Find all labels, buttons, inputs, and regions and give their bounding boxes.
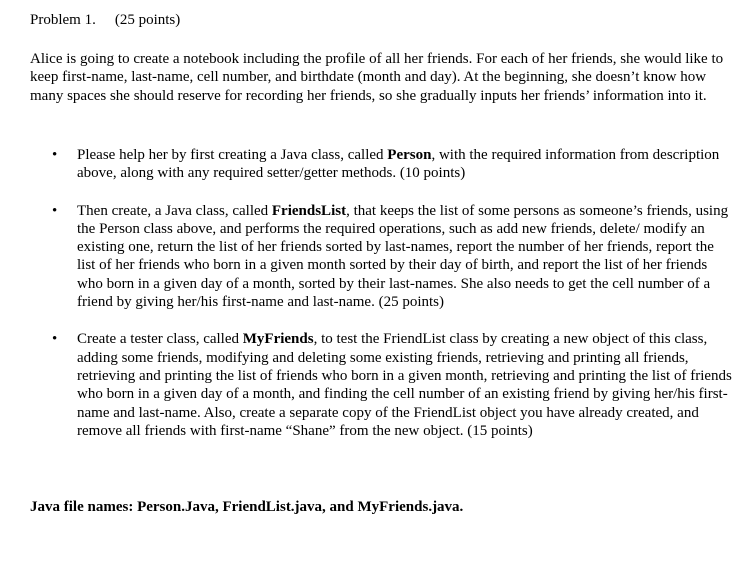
requirement-text-after: , to test the FriendList class by creating a new object of this class, adding some friends, modifying and deleting some existing friends, retrieving and printing all friends, retrieving and printing the list of friends who born in a given month, retrieving and printing the list of friends who born in a given day of a month, and finding the cell number of an existing friend by giving her/his first-name and last-name. Also, create a separate copy of the FriendList object you have already created, and remove all friends with first-name “Shane” from the new object. (15 points) — [77, 331, 732, 439]
problem-points: (25 points) — [114, 12, 181, 28]
bullet-icon: • — [52, 202, 58, 219]
requirement-text-after: , that keeps the list of some persons as someone’s friends, using the Person class above, and performs the required operations, such as add new friends, delete/ modify an existing one, return the list of her friends sorted by last-names, report the number of her friends, report the list of her friends who born in a given month sorted by their day of birth, and report the list of her friends who born in a given day of a month, sorted by their last-names. She also needs to get the cell number of a friend by giving her/his first-name and last-name. (25 points) — [77, 202, 729, 311]
intro-paragraph: Alice is going to create a notebook including the profile of all her friends. For each of her friends, she would like to keep first-name, last-name, cell number, and birthdate (month and day). At the beginning, she doesn’t know how many spaces she should reserve for recording her friends, so she gradually inputs her friends’ information into it. — [30, 51, 724, 104]
bullet-icon: • — [52, 147, 58, 163]
class-name-myfriends: MyFriends — [242, 331, 314, 348]
problem-header — [30, 10, 180, 30]
requirement-text-before: Create a tester class, called — [77, 331, 243, 348]
problem-label: Problem 1. — [30, 12, 96, 28]
requirement-friendslist-class — [30, 202, 735, 312]
class-name-person: Person — [387, 147, 432, 163]
bullet-icon: • — [52, 331, 58, 348]
class-name-friendslist: FriendsList — [271, 202, 347, 219]
java-file-names: Java file names: Person.Java, FriendList.java, and MyFriends.java. — [30, 499, 464, 515]
requirement-text-before: Please help her by first creating a Java class, called — [77, 147, 388, 163]
requirement-text-after: , with the required information from description above, along with any required setter/getter methods. (10 points) — [77, 147, 720, 182]
requirement-myfriends-class — [30, 330, 735, 440]
requirement-person-class — [30, 146, 735, 183]
requirement-text-before: Then create, a Java class, called — [77, 202, 272, 219]
requirements-list — [30, 146, 735, 459]
